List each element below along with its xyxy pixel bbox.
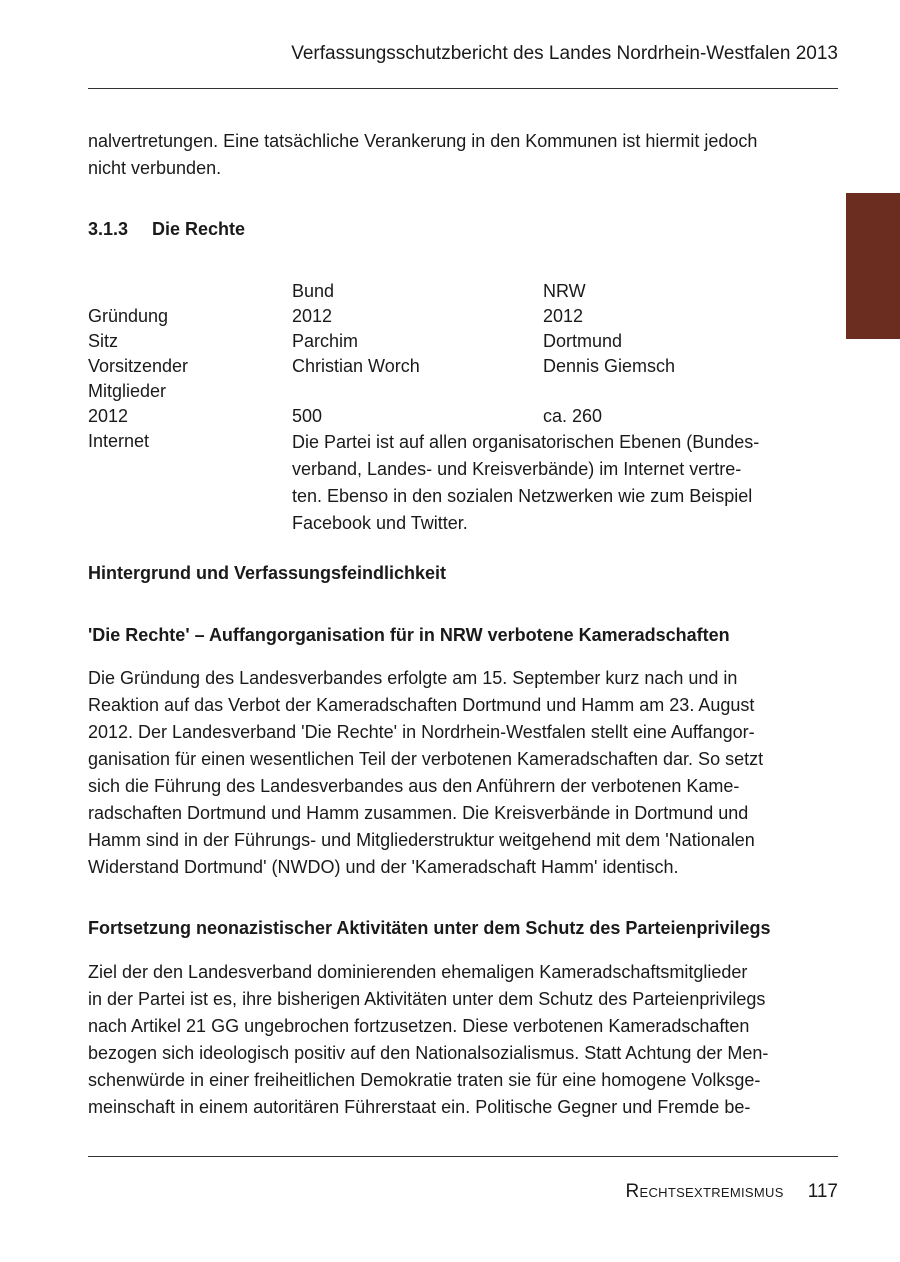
table-cell: 2012 [292,306,333,326]
table-row-label: 2012 [88,406,129,426]
table-row-label: Gründung [88,306,169,326]
subheading-background: Hintergrund und Verfassungsfeindlichkeit [88,563,447,583]
paragraph-line: schenwürde in einer freiheitlichen Demokratie traten sie für eine homogene Volksge- [88,1070,761,1090]
internet-line: Die Partei ist auf allen organisatorischen Ebenen (Bundes- [292,432,760,452]
page-footer [625,1180,838,1204]
paragraph-line: Die Gründung des Landesverbandes erfolgte am 15. September kurz nach und in [88,668,738,688]
table-cell: ca. 260 [543,406,603,426]
section-heading [88,217,245,241]
table-cell: Dortmund [543,331,623,351]
table-row [88,329,788,354]
section-number: 3.1.3 [88,219,129,239]
table-header-row [88,279,788,304]
paragraph-line: radschaften Dortmund und Hamm zusammen. Die Kreisverbände in Dortmund und [88,803,749,823]
table-row [88,304,788,329]
paragraph-line: Reaktion auf das Verbot der Kameradschaften Dortmund und Hamm am 23. August [88,695,755,715]
paragraph-line: in der Partei ist es, ihre bisherigen Aktivitäten unter dem Schutz des Parteienprivilegs [88,989,766,1009]
paragraph-founding [88,665,800,881]
paragraph-line: bezogen sich ideologisch positiv auf den Nationalsozialismus. Statt Achtung der Men- [88,1043,769,1063]
paragraph-line: sich die Führung des Landesverbandes aus den Anführern der verbotenen Kame- [88,776,740,796]
running-header-title: Verfassungsschutzbericht des Landes Nordrhein-Westfalen 2013 [291,43,838,64]
table-row [88,404,788,429]
table-cell: 500 [292,406,323,426]
table-cell: Christian Worch [292,356,420,376]
paragraph-line: Widerstand Dortmund' (NWDO) und der 'Kameradschaft Hamm' identisch. [88,857,679,877]
internet-line: ten. Ebenso in den sozialen Netzwerken wie zum Beispiel [292,486,753,506]
table-header-cell [88,279,292,304]
intro-line: nicht verbunden. [88,158,222,178]
table-row [88,354,788,379]
paragraph-line: Ziel der den Landesverband dominierenden ehemaligen Kameradschaftsmitglieder [88,962,748,982]
internet-line: verband, Landes- und Kreisverbände) im Internet vertre- [292,459,742,479]
table-header-cell: NRW [543,281,586,301]
table-header-cell: Bund [292,281,335,301]
section-title: Die Rechte [152,219,246,239]
table-row-label: Sitz [88,331,119,351]
table-cell: Parchim [292,331,359,351]
intro-paragraph [88,128,800,182]
table-row [88,379,788,404]
chapter-tab-marker [846,193,900,339]
paragraph-line: nach Artikel 21 GG ungebrochen fortzusetzen. Diese verbotenen Kameradschaften [88,1016,750,1036]
paragraph-line: 2012. Der Landesverband 'Die Rechte' in Nordrhein-Westfalen stellt eine Auffangor- [88,722,755,742]
table-row-label: Vorsitzender [88,356,189,376]
table-row-label: Mitglieder [88,381,167,401]
paragraph-line: ganisation für einen wesentlichen Teil der verbotenen Kameradschaften dar. So setzt [88,749,764,769]
footer-divider [88,1156,838,1157]
table-row-internet [88,429,788,537]
internet-description [292,429,782,537]
party-fact-table [88,279,788,537]
table-row-label: Internet [88,431,150,451]
subheading-auffangorganisation: 'Die Rechte' – Auffangorganisation für in NRW verbotene Kameradschaften [88,625,730,645]
internet-line: Facebook und Twitter. [292,513,468,533]
table-cell: Dennis Giemsch [543,356,676,376]
header-divider [88,88,838,89]
footer-chapter: Rechtsextremismus [625,1181,784,1202]
table-cell [543,379,788,404]
paragraph-goals [88,959,800,1121]
page-number: 117 [807,1181,838,1202]
table-cell: 2012 [543,306,584,326]
table-cell [292,379,543,404]
paragraph-line: meinschaft in einem autoritären Führerstaat ein. Politische Gegner und Fremde be- [88,1097,751,1117]
subheading-fortsetzung: Fortsetzung neonazistischer Aktivitäten unter dem Schutz des Parteienprivilegs [88,918,771,938]
intro-line: nalvertretungen. Eine tatsächliche Verankerung in den Kommunen ist hiermit jedoch [88,131,758,151]
paragraph-line: Hamm sind in der Führungs- und Mitgliederstruktur weitgehend mit dem 'Nationalen [88,830,755,850]
